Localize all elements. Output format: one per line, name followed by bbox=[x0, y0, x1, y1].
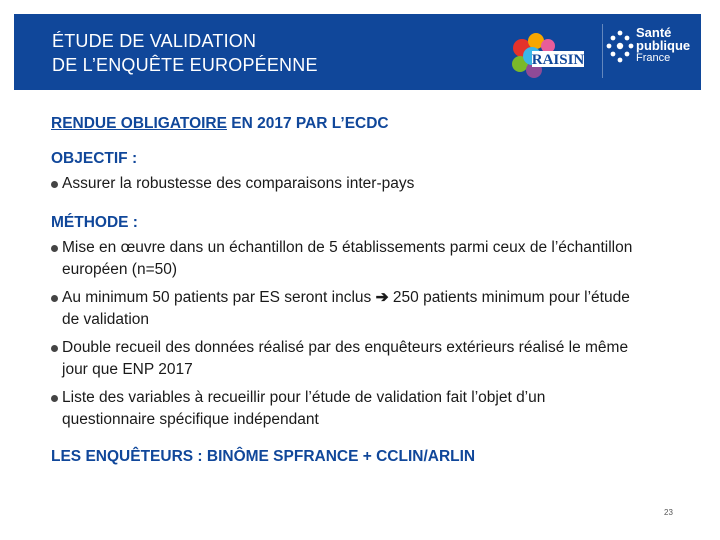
method-bullet-1-line-2: européen (n=50) bbox=[62, 261, 178, 278]
objective-heading: OBJECTIF : bbox=[51, 150, 138, 167]
page-number: 23 bbox=[664, 508, 673, 517]
bullet-icon bbox=[51, 245, 58, 252]
investigators-heading: LES ENQUÊTEURS : BINÔME SPFRANCE + CCLIN/ARLIN bbox=[51, 448, 476, 465]
bullet-icon bbox=[51, 295, 58, 302]
method-bullet-2-line-1 bbox=[62, 287, 701, 309]
method-bullet-3-line-2: jour que ENP 2017 bbox=[62, 361, 193, 378]
mandatory-heading bbox=[51, 115, 701, 133]
logo-divider bbox=[602, 24, 603, 78]
spf-dots-icon bbox=[606, 30, 634, 66]
spf-logo-text bbox=[636, 26, 690, 65]
list-item bbox=[51, 337, 701, 381]
sante-publique-france-logo bbox=[606, 26, 698, 78]
method-heading: MÉTHODE : bbox=[51, 214, 138, 231]
method-bullet-3-line-1: Double recueil des données réalisé par des enquêteurs extérieurs réalisé le même bbox=[62, 339, 629, 356]
method-bullet-1-line-1: Mise en œuvre dans un échantillon de 5 établissements parmi ceux de l’échantillon bbox=[62, 239, 633, 256]
spf-line-1: Santé bbox=[636, 25, 672, 40]
bullet-icon bbox=[51, 181, 58, 188]
method-bullet-2-start: Au minimum 50 patients par ES seront inclus bbox=[62, 289, 376, 306]
mandatory-heading-rest: EN 2017 PAR L’ECDC bbox=[226, 115, 389, 132]
slide-title bbox=[52, 29, 318, 77]
objective-text: Assurer la robustesse des comparaisons inter-pays bbox=[62, 175, 415, 192]
list-item bbox=[51, 387, 701, 431]
spf-line-2: publique bbox=[636, 38, 691, 53]
slide-body bbox=[51, 112, 701, 466]
title-line-2: DE L’ENQUÊTE EUROPÉENNE bbox=[52, 55, 318, 75]
list-item bbox=[51, 287, 701, 331]
list-item bbox=[51, 173, 701, 195]
bullet-icon bbox=[51, 345, 58, 352]
mandatory-heading-underlined: RENDUE OBLIGATOIRE bbox=[51, 115, 227, 132]
method-bullet-4-line-1: Liste des variables à recueillir pour l’étude de validation fait l’objet d’un bbox=[62, 389, 546, 406]
raisin-logo bbox=[508, 32, 596, 80]
arrow-right-icon: ➔ bbox=[375, 289, 389, 306]
spf-line-3: France bbox=[636, 52, 671, 64]
bullet-icon bbox=[51, 395, 58, 402]
title-line-1: ÉTUDE DE VALIDATION bbox=[52, 31, 257, 51]
raisin-logo-text: RAISIN bbox=[531, 52, 585, 68]
method-bullet-2-line-2: de validation bbox=[62, 311, 150, 328]
method-bullet-2-end: 250 patients minimum pour l’étude bbox=[388, 289, 630, 306]
method-bullet-4-line-2: questionnaire spécifique indépendant bbox=[62, 411, 319, 428]
slide-header bbox=[14, 14, 701, 90]
list-item bbox=[51, 237, 701, 281]
